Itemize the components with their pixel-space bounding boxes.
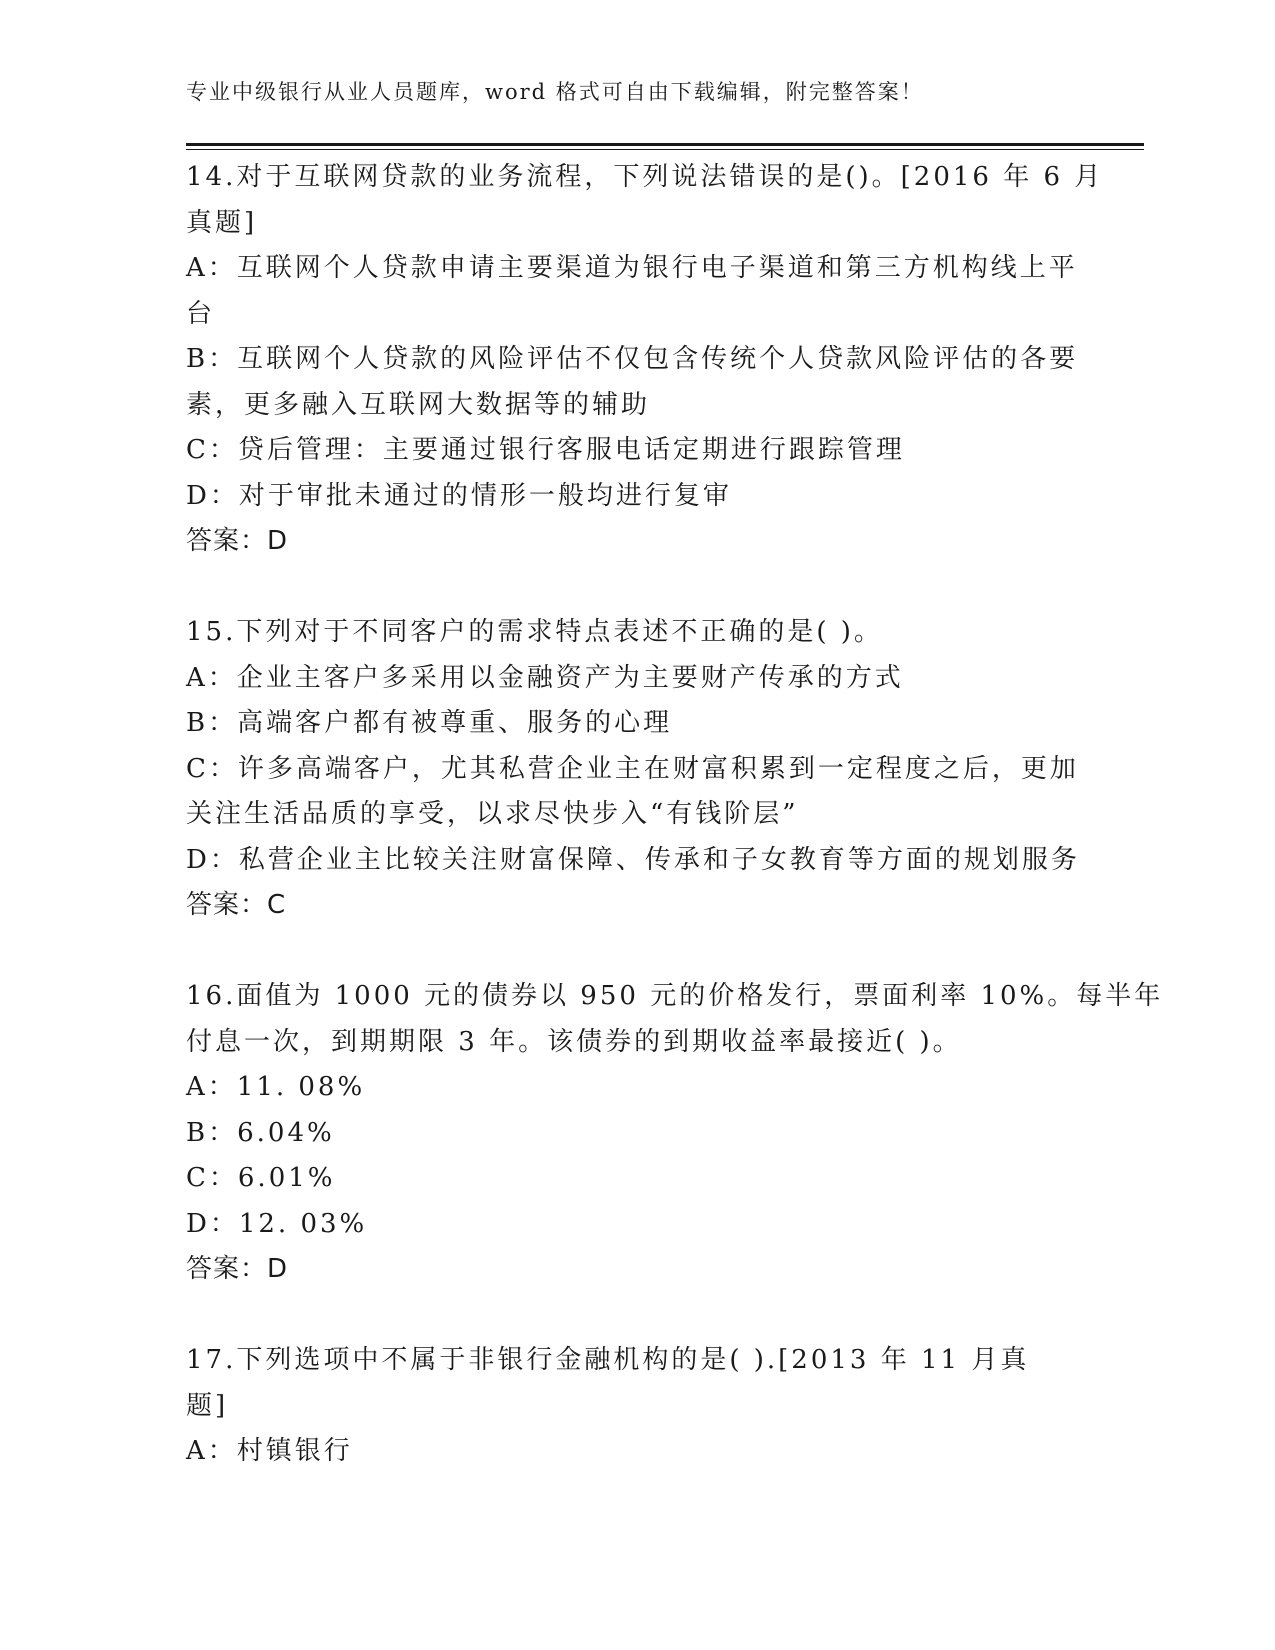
question-stem: 16.面值为 1000 元的债券以 950 元的价格发行，票面利率 10%。每半年: [186, 981, 1164, 1011]
option-d: D：对于审批未通过的情形一般均进行复审: [186, 480, 732, 511]
question-16: [186, 974, 1164, 1293]
option-c: 关注生活品质的享受，以求尽快步入“有钱阶层”: [186, 799, 799, 829]
question-spacer: [186, 565, 1076, 611]
question-stem: 付息一次，到期期限 3 年。该债券的到期收益率最接近( )。: [186, 1026, 962, 1057]
option-a: 台: [186, 298, 216, 329]
option-d: D：私营企业主比较关注财富保障、传承和子女教育等方面的规划服务: [186, 844, 1080, 875]
question-15: [186, 610, 1080, 929]
answer-line: 答案：D: [186, 1254, 289, 1284]
question-stem: 15.下列对于不同客户的需求特点表述不正确的是( )。: [186, 617, 883, 647]
option-c: C：许多高端客户，尤其私营企业主在财富积累到一定程度之后，更加: [186, 753, 1079, 784]
answer-line: 答案：C: [186, 890, 287, 920]
question-stem: 14.对于互联网贷款的业务流程，下列说法错误的是()。[2016 年 6 月: [186, 162, 1104, 192]
option-a: A：企业主客户多采用以金融资产为主要财产传承的方式: [186, 662, 904, 693]
question-list: [186, 155, 1164, 1475]
question-stem: 题]: [186, 1390, 229, 1421]
option-c: C：贷后管理：主要通过银行客服电话定期进行跟踪管理: [186, 435, 905, 465]
header-rule-thick: [186, 143, 1144, 146]
option-b: B：6.04%: [186, 1117, 335, 1148]
option-b: 素，更多融入互联网大数据等的辅助: [186, 389, 651, 420]
question-spacer: [186, 929, 1076, 975]
option-b: B：高端客户都有被尊重、服务的心理: [186, 708, 673, 738]
question-stem: 17.下列选项中不属于非银行金融机构的是( ).[2013 年 11 月真: [186, 1345, 1030, 1375]
page-header: 专业中级银行从业人员题库，word 格式可自由下载编辑，附完整答案！: [186, 80, 924, 104]
option-a: A：互联网个人贷款申请主要渠道为银行电子渠道和第三方机构线上平: [186, 253, 1078, 283]
question-stem: 真题]: [186, 207, 258, 238]
option-b: B：互联网个人贷款的风险评估不仅包含传统个人贷款风险评估的各要: [186, 344, 1079, 374]
question-14: [186, 155, 1104, 565]
option-a: A：11. 08%: [186, 1072, 366, 1102]
option-a: A：村镇银行: [186, 1436, 353, 1466]
header-rule-thin: [186, 149, 1144, 150]
answer-line: 答案：D: [186, 526, 289, 556]
option-c: C：6.01%: [186, 1163, 336, 1193]
question-17: [186, 1338, 1076, 1475]
option-d: D：12. 03%: [186, 1208, 368, 1239]
question-spacer: [186, 1293, 1076, 1339]
